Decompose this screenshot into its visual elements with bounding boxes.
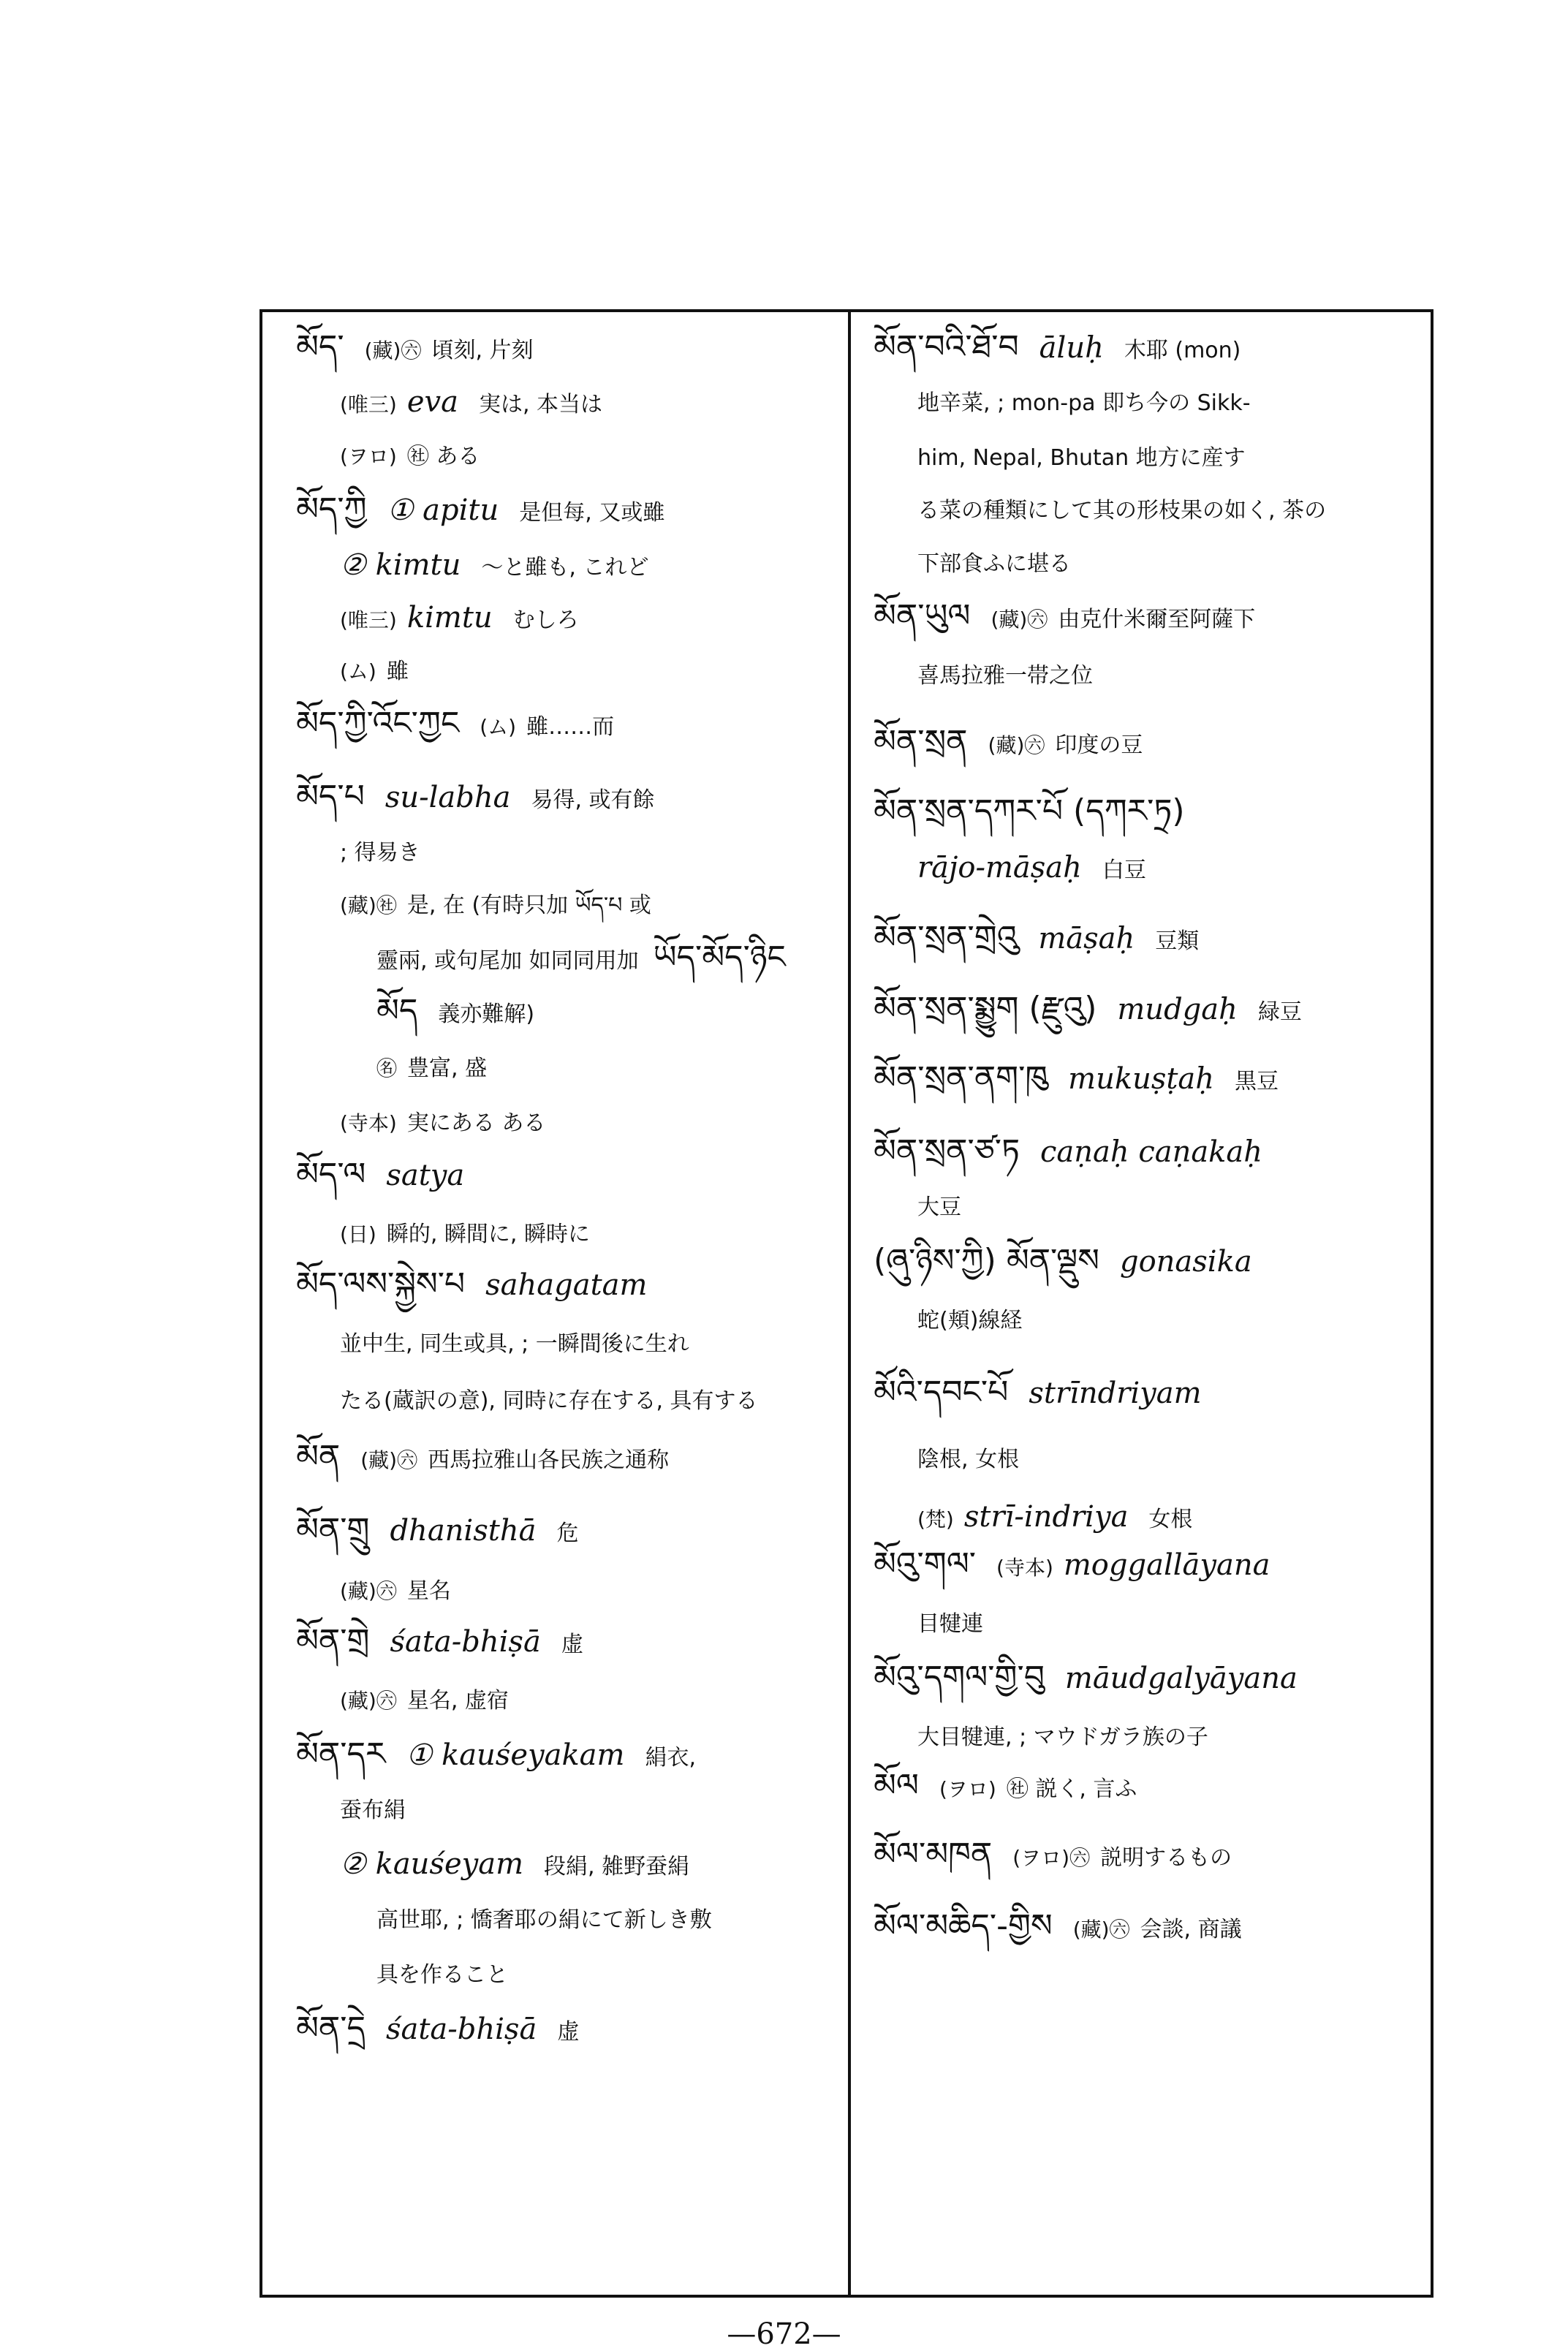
entry-line xyxy=(917,387,1251,418)
tibetan-headword: མོད xyxy=(376,992,418,1029)
romanization: śata-bhiṣā xyxy=(385,2013,537,2046)
romanization: śata-bhiṣā xyxy=(390,1625,541,1659)
definition: 蛇(頬)線経 xyxy=(917,1308,1023,1333)
romanization: su-labha xyxy=(385,781,511,814)
definition: 雖……而 xyxy=(526,714,615,740)
tibetan-headword: མོན་གྲུ xyxy=(296,1511,370,1548)
definition: 義亦難解) xyxy=(438,1002,535,1027)
entry-line xyxy=(917,1722,1208,1752)
entry-line xyxy=(340,1219,590,1249)
entry-line xyxy=(917,442,1246,473)
tibetan-headword: མོན་སྲན་ནག་ཁུ xyxy=(874,1059,1048,1097)
source-tag: (藏)㊅ xyxy=(364,338,422,363)
definition: 大目犍連, ; マウドガラ族の子 xyxy=(917,1725,1208,1750)
entry-line xyxy=(874,792,1205,830)
romanization: eva xyxy=(406,385,458,419)
tibetan-headword: མོལ xyxy=(874,1767,919,1804)
entry-line xyxy=(296,1735,697,1773)
entry-line xyxy=(874,919,1200,956)
romanization: gonasika xyxy=(1119,1245,1252,1279)
romanization: caṇaḥ caṇakaḥ xyxy=(1039,1135,1263,1169)
definition: 地辛菜, ; mon-pa 即ち今の Sikk- xyxy=(917,390,1251,416)
tibetan-headword: མོད་ xyxy=(296,328,344,366)
tibetan-headword: མོན་དྲེ xyxy=(296,2010,366,2047)
definition: 木耶 (mon) xyxy=(1124,338,1241,363)
entry-line xyxy=(340,1108,545,1138)
entry-line xyxy=(296,1265,667,1303)
entry-line xyxy=(340,1385,758,1416)
definition: ～と雖も, これど xyxy=(481,555,649,580)
tibetan-headword: མོད་ཀྱི xyxy=(296,491,367,528)
definition: 大豆 xyxy=(917,1195,961,1220)
tibetan-headword: མོལ་མཆིད་-གྱིས xyxy=(874,1907,1053,1945)
tibetan-headword: མོན་དར xyxy=(296,1735,386,1773)
definition: 会談, 商議 xyxy=(1140,1917,1242,1942)
definition: 白豆 xyxy=(1102,858,1146,883)
tibetan-headword: མོད་ལ xyxy=(296,1156,366,1193)
source-tag: (藏)㊅ xyxy=(360,1448,418,1472)
entry-line xyxy=(874,1907,1242,1945)
source-tag: (ム) xyxy=(480,715,517,739)
definition: 靈兩, 或句尾加 如同同用加 xyxy=(376,948,639,974)
tibetan-headword: མོན་སྲན་དཀར་པོ (དཀར་ཏྲ) xyxy=(874,792,1185,830)
definition: 雖 xyxy=(386,659,409,684)
definition: 緑豆 xyxy=(1257,999,1302,1025)
source-tag: (藏)㊅ xyxy=(340,1689,397,1713)
definition: 女根 xyxy=(1148,1507,1193,1532)
entry-line xyxy=(340,1328,689,1359)
source-tag: (日) xyxy=(340,1222,376,1246)
entry-line xyxy=(296,705,615,742)
source-tag: (ヲロ) xyxy=(340,444,397,469)
romanization: dhanisthā xyxy=(390,1514,537,1548)
tibetan-headword: མོན་སྲན་གྲེའུ xyxy=(874,919,1018,956)
entry-line xyxy=(874,1659,1318,1696)
definition: 説明するもの xyxy=(1100,1845,1232,1871)
entry-line xyxy=(874,1132,1283,1170)
source-tag: (藏)㊅ xyxy=(991,607,1048,632)
definition: ㊓ ある xyxy=(406,444,480,469)
definition: 具を作ること xyxy=(376,1962,508,1988)
definition: 由克什米爾至阿薩下 xyxy=(1058,607,1256,632)
definition: 危 xyxy=(556,1521,579,1546)
definition: 是, 在 (有時只加 ཡོད་པ 或 xyxy=(406,893,651,918)
definition: 星名 xyxy=(406,1578,451,1604)
tibetan-headword: མོན་སྲན་ཙ་ཏ xyxy=(874,1132,1020,1170)
entry-line xyxy=(296,1438,670,1475)
romanization: ② kauśeyam xyxy=(340,1847,523,1881)
romanization: māṣaḥ xyxy=(1038,922,1135,955)
definition: 易得, 或有餘 xyxy=(531,787,655,813)
romanization: sahagatam xyxy=(485,1268,648,1302)
entry-line xyxy=(296,328,534,366)
tibetan-headword: མོན་བའི་ཐོ་བ xyxy=(874,328,1019,366)
entry-line xyxy=(917,1305,1022,1336)
entry-line xyxy=(340,656,409,686)
definition: 蚕布絹 xyxy=(340,1798,406,1823)
source-tag: (藏)㊓ xyxy=(340,893,397,917)
entry-line xyxy=(917,495,1326,526)
romanization: mukuṣṭaḥ xyxy=(1068,1062,1215,1096)
entry-line xyxy=(874,328,1241,366)
definition: 頃刻, 片刻 xyxy=(431,338,534,363)
romanization: ① apitu xyxy=(387,493,499,527)
romanization: āluḥ xyxy=(1039,331,1104,365)
source-tag: (藏)㊅ xyxy=(988,733,1045,757)
definition: たる(蔵訳の意), 同時に存在する, 具有する xyxy=(340,1388,758,1414)
entry-line xyxy=(376,1959,508,1990)
entry-line xyxy=(376,939,806,976)
source-tag: (寺本) xyxy=(340,1111,397,1135)
source-tag: (寺本) xyxy=(996,1556,1053,1580)
column-divider xyxy=(848,309,851,2298)
source-tag: (唯三) xyxy=(340,393,397,417)
definition: る菜の種類にして其の形枝果の如く, 茶の xyxy=(917,498,1327,523)
entry-line xyxy=(874,723,1143,760)
entry-line xyxy=(376,1904,712,1935)
page-number: —672— xyxy=(727,2317,841,2351)
tibetan-headword: མོད་ཀྱི་འོང་ཀྱང xyxy=(296,705,460,742)
definition: 実は, 本当は xyxy=(478,392,603,417)
entry-line xyxy=(917,1444,1019,1474)
entry-line xyxy=(340,550,648,583)
definition: 虚 xyxy=(557,2019,580,2045)
romanization: ① kauśeyakam xyxy=(406,1738,625,1772)
tibetan-headword: མོན xyxy=(296,1438,341,1475)
tibetan-headword: མོན་སྲན་སྨྱུག (རྫུའུ) xyxy=(874,990,1097,1027)
source-tag: (ヲロ)㊅ xyxy=(1012,1846,1091,1870)
entry-line xyxy=(340,890,651,920)
definition: 実にある ある xyxy=(406,1110,546,1136)
entry-line xyxy=(340,387,602,420)
source-tag: (藏)㊅ xyxy=(1072,1917,1130,1942)
definition: 豊富, 盛 xyxy=(407,1056,488,1081)
romanization: ② kimtu xyxy=(340,548,461,582)
definition: むしろ xyxy=(512,607,579,633)
entry-line xyxy=(340,441,480,472)
tibetan-headword: མོད་ལས་སྐྱེས་པ xyxy=(296,1265,466,1303)
definition: ㊓ 説く, 言ふ xyxy=(1006,1776,1137,1802)
romanization: moggallāyana xyxy=(1063,1548,1270,1582)
definition: 並中生, 同生或具, ; 一瞬間後に生れ xyxy=(340,1331,689,1357)
definition: ; 得易き xyxy=(340,840,420,866)
entry-line xyxy=(296,1511,579,1548)
entry-line xyxy=(296,2010,580,2047)
entry-line xyxy=(874,1767,1137,1804)
definition: 高世耶, ; 憍奢耶の絹にて新しき敷 xyxy=(376,1907,712,1933)
entry-line xyxy=(874,597,1256,635)
definition: 星名, 虚宿 xyxy=(406,1688,509,1714)
entry-line xyxy=(917,1502,1192,1534)
entry-line xyxy=(874,1836,1232,1873)
entry-line xyxy=(296,778,655,815)
romanization: māudgalyāyana xyxy=(1064,1662,1298,1695)
romanization: strī-indriya xyxy=(963,1500,1129,1534)
entry-line xyxy=(376,992,535,1029)
entry-line xyxy=(296,491,665,528)
definition: 瞬的, 瞬間に, 瞬時に xyxy=(386,1222,591,1247)
tibetan-headword: མོའི་དབང་པོ xyxy=(874,1374,1009,1411)
romanization: kimtu xyxy=(406,601,493,635)
tibetan-headword: ཡོད་མོད་ཉིང xyxy=(653,939,786,976)
tibetan-headword: མོད་པ xyxy=(296,778,365,815)
definition: 西馬拉雅山各民族之通称 xyxy=(428,1447,670,1473)
entry-line xyxy=(340,837,420,868)
entry-line xyxy=(917,548,1071,579)
tibetan-headword: མོའུ་དགལ་གྱི་བུ xyxy=(874,1659,1045,1696)
source-tag: (ヲロ) xyxy=(939,1777,996,1801)
entry-line xyxy=(874,1242,1273,1279)
tibetan-headword: མོན་ཡུལ xyxy=(874,597,971,635)
entry-line xyxy=(296,1622,583,1659)
tibetan-headword: མོའུ་གལ་ xyxy=(874,1545,977,1583)
source-tag: (ム) xyxy=(340,659,376,684)
entry-line xyxy=(874,990,1302,1027)
entry-line xyxy=(874,1059,1279,1097)
definition: 豆類 xyxy=(1155,928,1200,954)
romanization: rājo-māṣaḥ xyxy=(917,851,1082,885)
tibetan-headword: མོལ་མཁན xyxy=(874,1836,993,1873)
romanization: satya xyxy=(386,1159,465,1192)
entry-line xyxy=(874,1374,1222,1411)
entry-line xyxy=(376,1053,487,1083)
entry-line xyxy=(340,1795,406,1825)
definition: 目犍連 xyxy=(917,1611,983,1637)
definition: him, Nepal, Bhutan 地方に産す xyxy=(917,445,1246,471)
romanization: mudgaḥ xyxy=(1117,993,1238,1026)
definition: 下部食ふに堪る xyxy=(917,551,1071,577)
entry-line xyxy=(917,660,1093,691)
definition: 絹衣, xyxy=(645,1745,697,1771)
tibetan-headword: (ཞུ་ཉིས་ཀྱི) མོན་ལྡུས xyxy=(874,1242,1099,1279)
source-tag: (唯三) xyxy=(340,608,397,632)
entry-line xyxy=(296,1156,485,1193)
entry-line xyxy=(874,1545,1290,1583)
entry-line xyxy=(917,1608,983,1639)
source-tag: ㊔ xyxy=(376,1056,398,1080)
definition: 陰根, 女根 xyxy=(917,1447,1020,1472)
source-tag: (藏)㊅ xyxy=(340,1579,397,1603)
entry-line xyxy=(340,1685,509,1716)
definition: 印度の豆 xyxy=(1055,732,1143,758)
entry-line xyxy=(340,1575,451,1606)
entry-line xyxy=(340,1847,690,1882)
entry-line xyxy=(340,603,579,635)
entry-line xyxy=(917,1192,961,1222)
definition: 段絹, 雑野蚕絹 xyxy=(544,1854,690,1879)
romanization: strīndriyam xyxy=(1029,1377,1202,1410)
tibetan-headword: མོན་སྲན xyxy=(874,723,968,760)
definition: 虚 xyxy=(561,1632,583,1657)
definition: 喜馬拉雅一帯之位 xyxy=(917,663,1093,689)
tibetan-headword: མོན་གྲེ xyxy=(296,1622,370,1659)
definition: 是但每, 又或雖 xyxy=(519,500,665,526)
entry-line xyxy=(917,853,1146,885)
source-tag: (梵) xyxy=(917,1507,954,1532)
definition: 黒豆 xyxy=(1235,1069,1279,1094)
